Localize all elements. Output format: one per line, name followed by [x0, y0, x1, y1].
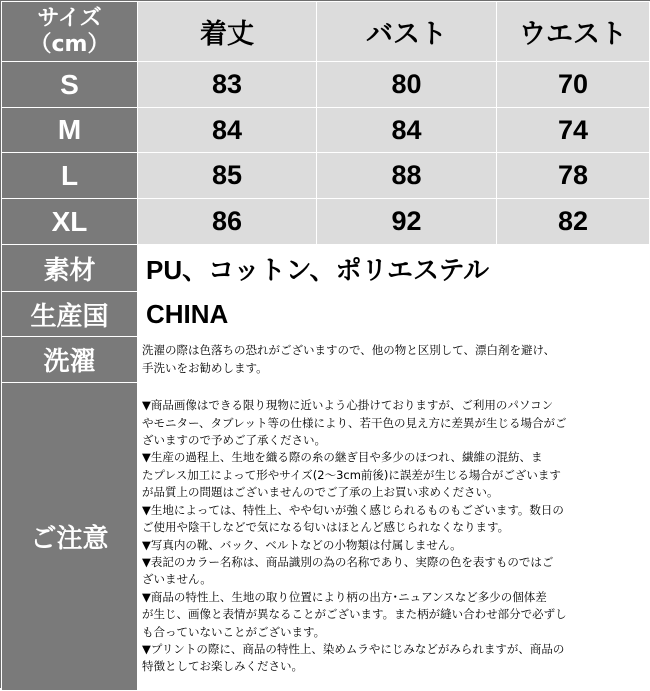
waist-value: 74	[497, 108, 650, 153]
note-line: たプレス加工によって形やサイズ(2〜3cm前後)に誤差が生じる場合がございます	[142, 467, 561, 482]
notes-text	[138, 383, 650, 691]
waist-value: 70	[497, 62, 650, 108]
washing-label: 洗濯	[2, 337, 138, 383]
origin-label: 生産国	[2, 292, 138, 337]
note-line: やモニター、タブレット等の仕様により、若干色の見え方に差異が生じる場合がご	[142, 415, 567, 430]
note-line: ▼生産の過程上、生地を織る際の糸の継ぎ目や多少のほつれ、繊維の混紡、ま	[142, 450, 543, 465]
size-row	[2, 199, 650, 245]
note-line: ▼商品の特性上、生地の取り位置により柄の出方･ニュアンスなど多少の個体差	[142, 589, 547, 604]
note-line: ざいますので予めご了承ください。	[142, 433, 326, 448]
size-spec-table	[1, 1, 650, 691]
size-header-row	[2, 2, 650, 62]
note-line: が生じ、画像と表情が異なることがございます。また柄が縫い合わせ部分で必ずし	[142, 607, 567, 622]
bust-value: 80	[317, 62, 497, 108]
column-header-waist: ウエスト	[497, 2, 650, 62]
origin-row	[2, 292, 650, 337]
size-label-l: L	[2, 153, 138, 199]
waist-value: 82	[497, 199, 650, 245]
size-unit-header	[2, 2, 138, 62]
size-label: サイズ	[37, 5, 102, 31]
bust-value: 84	[317, 108, 497, 153]
note-line: ▼表記のカラー名称は、商品識別の為の名称であり、実際の色を表すものではご	[142, 554, 554, 569]
size-label-xl: XL	[2, 199, 138, 245]
note-line: ざいません。	[142, 572, 212, 587]
length-value: 86	[138, 199, 317, 245]
note-line: も合っていないことがございます。	[142, 624, 326, 639]
column-header-length: 着丈	[138, 2, 317, 62]
bust-value: 92	[317, 199, 497, 245]
size-label-s: S	[2, 62, 138, 108]
washing-line: 手洗いをお勧めします。	[142, 360, 268, 375]
material-row	[2, 245, 650, 292]
note-line: ▼写真内の靴、バック、ベルトなどの小物類は付属しません。	[142, 537, 462, 552]
note-line: ご使用や陰干しなどで気になる匂いはほとんど感じられなくなります。	[142, 520, 510, 535]
size-label-m: M	[2, 108, 138, 153]
note-line: が品質上の問題はございませんのでご了承の上お買い求めください。	[142, 485, 499, 500]
size-row	[2, 153, 650, 199]
length-value: 83	[138, 62, 317, 108]
material-label: 素材	[2, 245, 138, 292]
column-header-bust: バスト	[317, 2, 497, 62]
origin-value: CHINA	[138, 292, 650, 337]
notes-label: ご注意	[2, 383, 138, 691]
notes-row	[2, 383, 650, 691]
waist-value: 78	[497, 153, 650, 199]
washing-line: 洗濯の際は色落ちの恐れがございますので、他の物と区別して、漂白剤を避け、	[142, 343, 556, 358]
note-line: ▼生地によっては、特性上、やや匂いが強く感じられるものもございます。数日の	[142, 502, 564, 517]
material-value: PU、コットン、ポリエステル	[138, 245, 650, 292]
note-line: ▼プリントの際に、商品の特性上、染めムラやにじみなどがみられますが、商品の	[142, 641, 565, 656]
unit-label: （cm）	[29, 31, 110, 57]
washing-text	[138, 337, 650, 383]
washing-row	[2, 337, 650, 383]
length-value: 85	[138, 153, 317, 199]
length-value: 84	[138, 108, 317, 153]
note-line: 特徴としてお楽しみください。	[142, 659, 303, 674]
note-line: ▼商品画像はできる限り現物に近いよう心掛けておりますが、ご利用のパソコン	[142, 398, 554, 413]
bust-value: 88	[317, 153, 497, 199]
size-row	[2, 62, 650, 108]
size-row	[2, 108, 650, 153]
